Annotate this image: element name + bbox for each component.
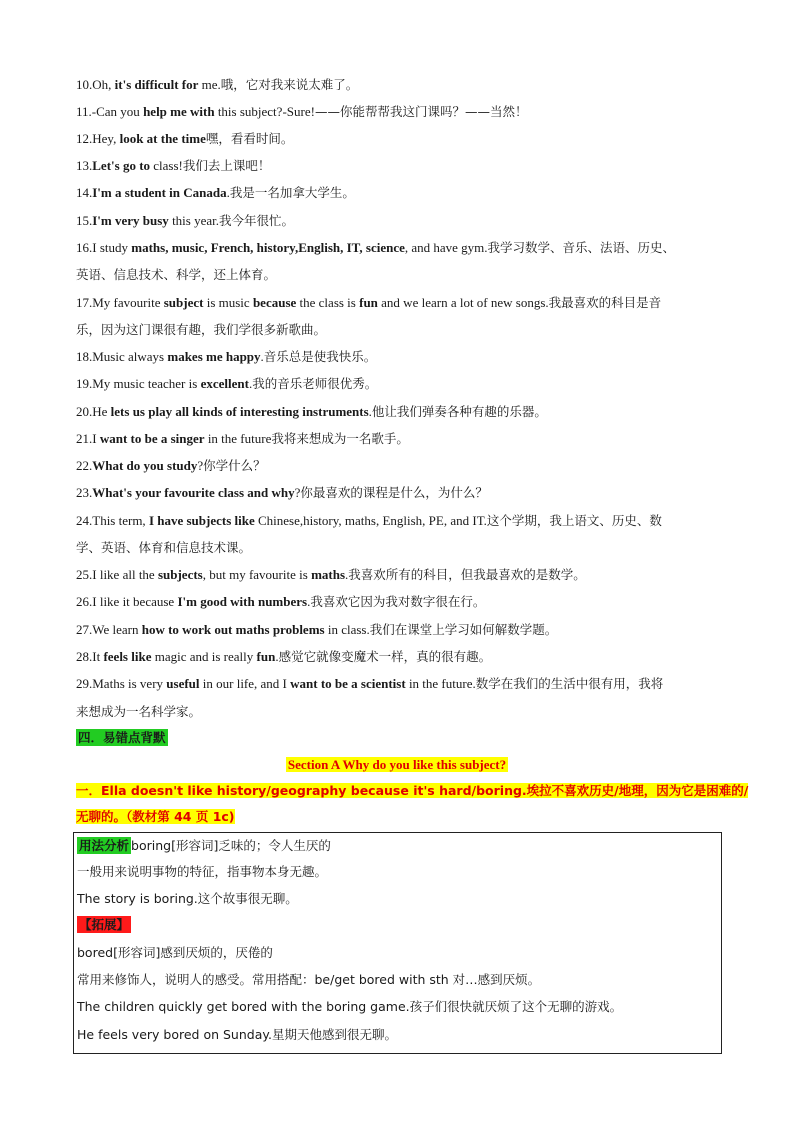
chinese-translation: 学、英语、体育和信息技术课。 [76,540,252,555]
key-phrase: how to work out maths problems [141,622,325,637]
chinese-translation: 英语、信息技术、科学，还上体育。 [76,267,277,282]
chinese-translation: 嘿，看看时间。 [205,131,294,146]
sentence-number: 21. [76,431,93,446]
key-phrase: What do you study [92,458,198,473]
sentence-line [76,321,726,339]
sentence-number: 27. [76,622,93,637]
item-one-line2 [76,808,726,826]
chinese-translation: 我喜欢它因为我对数字很在行。 [310,594,486,609]
key-phrase: because [252,295,297,310]
sentence-text: in class. [324,622,370,637]
key-phrase: I'm a student in Canada [92,185,227,200]
chinese-translation: 你最喜欢的课程是什么，为什么？ [300,485,488,500]
item-one-text1: 一．Ella doesn't like history/geography because it's hard/boring.埃拉不喜欢历史/地理，因为它是困难的/ [76,783,749,798]
sentence-text: ? [197,458,204,473]
key-phrase: fun [359,295,378,310]
key-phrase: I'm very busy [92,213,169,228]
chinese-translation: 我的音乐老师很优秀。 [252,376,378,391]
sentence-number: 15. [76,213,93,228]
sentence-text: He [92,404,111,419]
sentence-text: and we learn a lot of new songs. [377,295,549,310]
sentence-text: , and have gym. [404,240,488,255]
sentence-line [76,76,726,94]
chinese-translation: 我喜欢所有的科目，但我最喜欢的是数学。 [348,567,586,582]
chinese-translation: 你学什么？ [203,458,266,473]
sentence-number: 14. [76,185,93,200]
key-phrase: maths [311,567,346,582]
key-phrase: excellent [200,376,249,391]
sentence-line [76,184,726,202]
sentence-text: class! [150,158,183,173]
chinese-translation: 我是一名加拿大学生。 [229,185,355,200]
sentence-text: My music teacher is [92,376,201,391]
sentence-text: This term, [92,513,149,528]
key-phrase: What's your favourite class and why [92,485,295,500]
sentence-text: in our life, and I [199,676,291,691]
expand-label: 【拓展】 [79,917,130,932]
chinese-translation: 音乐总是使我快乐。 [263,349,377,364]
sentence-line [76,675,726,693]
chinese-translation: ——你能帮帮我这门课吗？——当然！ [314,104,528,119]
sentence-text: . [307,594,311,609]
sentence-text: I like it because [92,594,178,609]
box-line-5: bored[形容词]感到厌烦的，厌倦的 [77,945,273,960]
heading-four: 四．易错点背默 [78,730,166,745]
sentence-line [76,294,726,312]
key-phrase: makes me happy [167,349,261,364]
sentence-line [76,648,726,666]
key-phrase: maths, music, French, history,English, IT, science [131,240,405,255]
sentence-number: 10. [76,77,93,92]
key-phrase: fun [256,649,276,664]
item-one-text2: 无聊的。（教材第 44 页 1c) [76,809,235,824]
sentence-line [76,375,726,393]
key-phrase: I have subjects like [148,513,255,528]
sentence-text: this year. [168,213,219,228]
sentence-line [76,348,726,366]
sentence-text: . [345,567,349,582]
box-line-7: The children quickly get bored with the boring game.孩子们很快就厌烦了这个无聊的游戏。 [77,999,623,1014]
chinese-translation: 我今年很忙。 [219,213,295,228]
sentence-number: 26. [76,594,93,609]
sentence-line [76,239,726,257]
sentence-line [76,512,726,530]
sentence-text: . [248,376,253,391]
item-one-line1 [76,782,749,800]
sentence-text: me. [198,77,221,92]
key-phrase: it's difficult for [114,77,199,92]
sentence-text: My favourite [92,295,164,310]
sentence-number: 20. [76,404,93,419]
box-line-6: 常用来修饰人，说明人的感受。常用搭配：be/get bored with sth 对…感到厌烦。 [77,972,541,987]
chinese-translation: 他让我们弹奏各种有趣的乐器。 [371,404,547,419]
key-phrase: Let's go to [92,158,151,173]
sentence-number: 25. [76,567,93,582]
sentence-text: Music always [92,349,168,364]
sentence-text: . [368,404,372,419]
section-heading [76,729,726,747]
sentence-line [76,593,726,611]
key-phrase: want to be a scientist [290,676,406,691]
sentence-line [76,103,726,121]
sentence-text: We learn [92,622,142,637]
key-phrase: want to be a singer [99,431,205,446]
sentence-text: magic and is really [151,649,257,664]
usage-line [77,837,727,855]
chinese-translation: 我最喜欢的科目是音 [548,295,662,310]
key-phrase: subjects [157,567,203,582]
sentence-text: It [92,649,104,664]
usage-definition: boring[形容词]乏味的；令人生厌的 [131,838,331,853]
sentence-text: in the future. [405,676,476,691]
sentence-text: the class is [296,295,360,310]
sentence-text: -Can you [91,104,144,119]
key-phrase: subject [163,295,204,310]
sentence-line [76,621,726,639]
sentence-text: in the future [204,431,272,446]
sentence-text: . [260,349,264,364]
chinese-translation: 这个学期，我上语文、历史、数 [486,513,662,528]
sentence-number: 17. [76,295,93,310]
sentence-text: . [275,649,279,664]
sentence-text: Chinese,history, maths, English, PE, and IT. [254,513,487,528]
sentence-text: I [92,431,100,446]
chinese-translation: 数学在我们的生活中很有用，我将 [475,676,664,691]
chinese-translation: 我们去上课吧！ [182,158,271,173]
sentence-line [76,403,726,421]
usage-label: 用法分析 [79,838,130,853]
sentence-number: 19. [76,376,93,391]
sentence-text: Hey, [92,131,120,146]
key-phrase: lets us play all kinds of interesting instruments [110,404,369,419]
sentence-number: 12. [76,131,93,146]
sentence-text: I like all the [92,567,158,582]
sentence-line [76,539,726,557]
chinese-translation: 感觉它就像变魔术一样，真的很有趣。 [278,649,492,664]
sentence-text: , but my favourite is [202,567,312,582]
key-phrase: help me with [143,104,215,119]
sentence-line [76,484,726,502]
key-phrase: feels like [103,649,152,664]
sentence-number: 22. [76,458,93,473]
chinese-translation: 哦，它对我来说太难了。 [220,77,359,92]
sentence-text: is music [203,295,253,310]
sentence-number: 29. [76,676,93,691]
chinese-translation: 我们在课堂上学习如何解数学题。 [369,622,558,637]
sentence-text: this subject?-Sure! [214,104,315,119]
sentence-number: 28. [76,649,93,664]
key-phrase: I'm good with numbers [177,594,308,609]
chinese-translation: 乐，因为这门课很有趣，我们学很多新歌曲。 [76,322,327,337]
sentence-line [76,703,726,721]
box-line-3: The story is boring.这个故事很无聊。 [77,891,298,906]
sentence-number: 23. [76,485,93,500]
sentence-line [76,430,726,448]
box-line-8: He feels very bored on Sunday.星期天他感到很无聊。 [77,1027,397,1042]
sentence-number: 16. [76,240,93,255]
section-title-text: Section A Why do you like this subject? [287,757,507,772]
box-line-2: 一般用来说明事物的特征，指事物本身无趣。 [77,864,328,879]
chinese-translation: 来想成为一名科学家。 [76,704,202,719]
sentence-line [76,212,726,230]
sentence-line [76,266,726,284]
sentence-number: 18. [76,349,93,364]
sentence-text: Maths is very [92,676,167,691]
chinese-translation: 我将来想成为一名歌手。 [271,431,409,446]
sentence-number: 11. [76,104,92,119]
sentence-text: I study [92,240,132,255]
chinese-translation: 我学习数学、音乐、法语、历史、 [487,240,676,255]
expand-line [77,916,727,934]
sentence-text: Oh, [92,77,115,92]
sentence-text: . [226,185,230,200]
sentence-number: 24. [76,513,93,528]
sentence-line [76,566,726,584]
section-title [0,756,794,774]
sentence-line [76,457,726,475]
sentence-line [76,157,726,175]
sentence-number: 13. [76,158,93,173]
key-phrase: useful [166,676,200,691]
sentence-line [76,130,726,148]
key-phrase: look at the time [119,131,206,146]
sentence-text: ? [294,485,301,500]
